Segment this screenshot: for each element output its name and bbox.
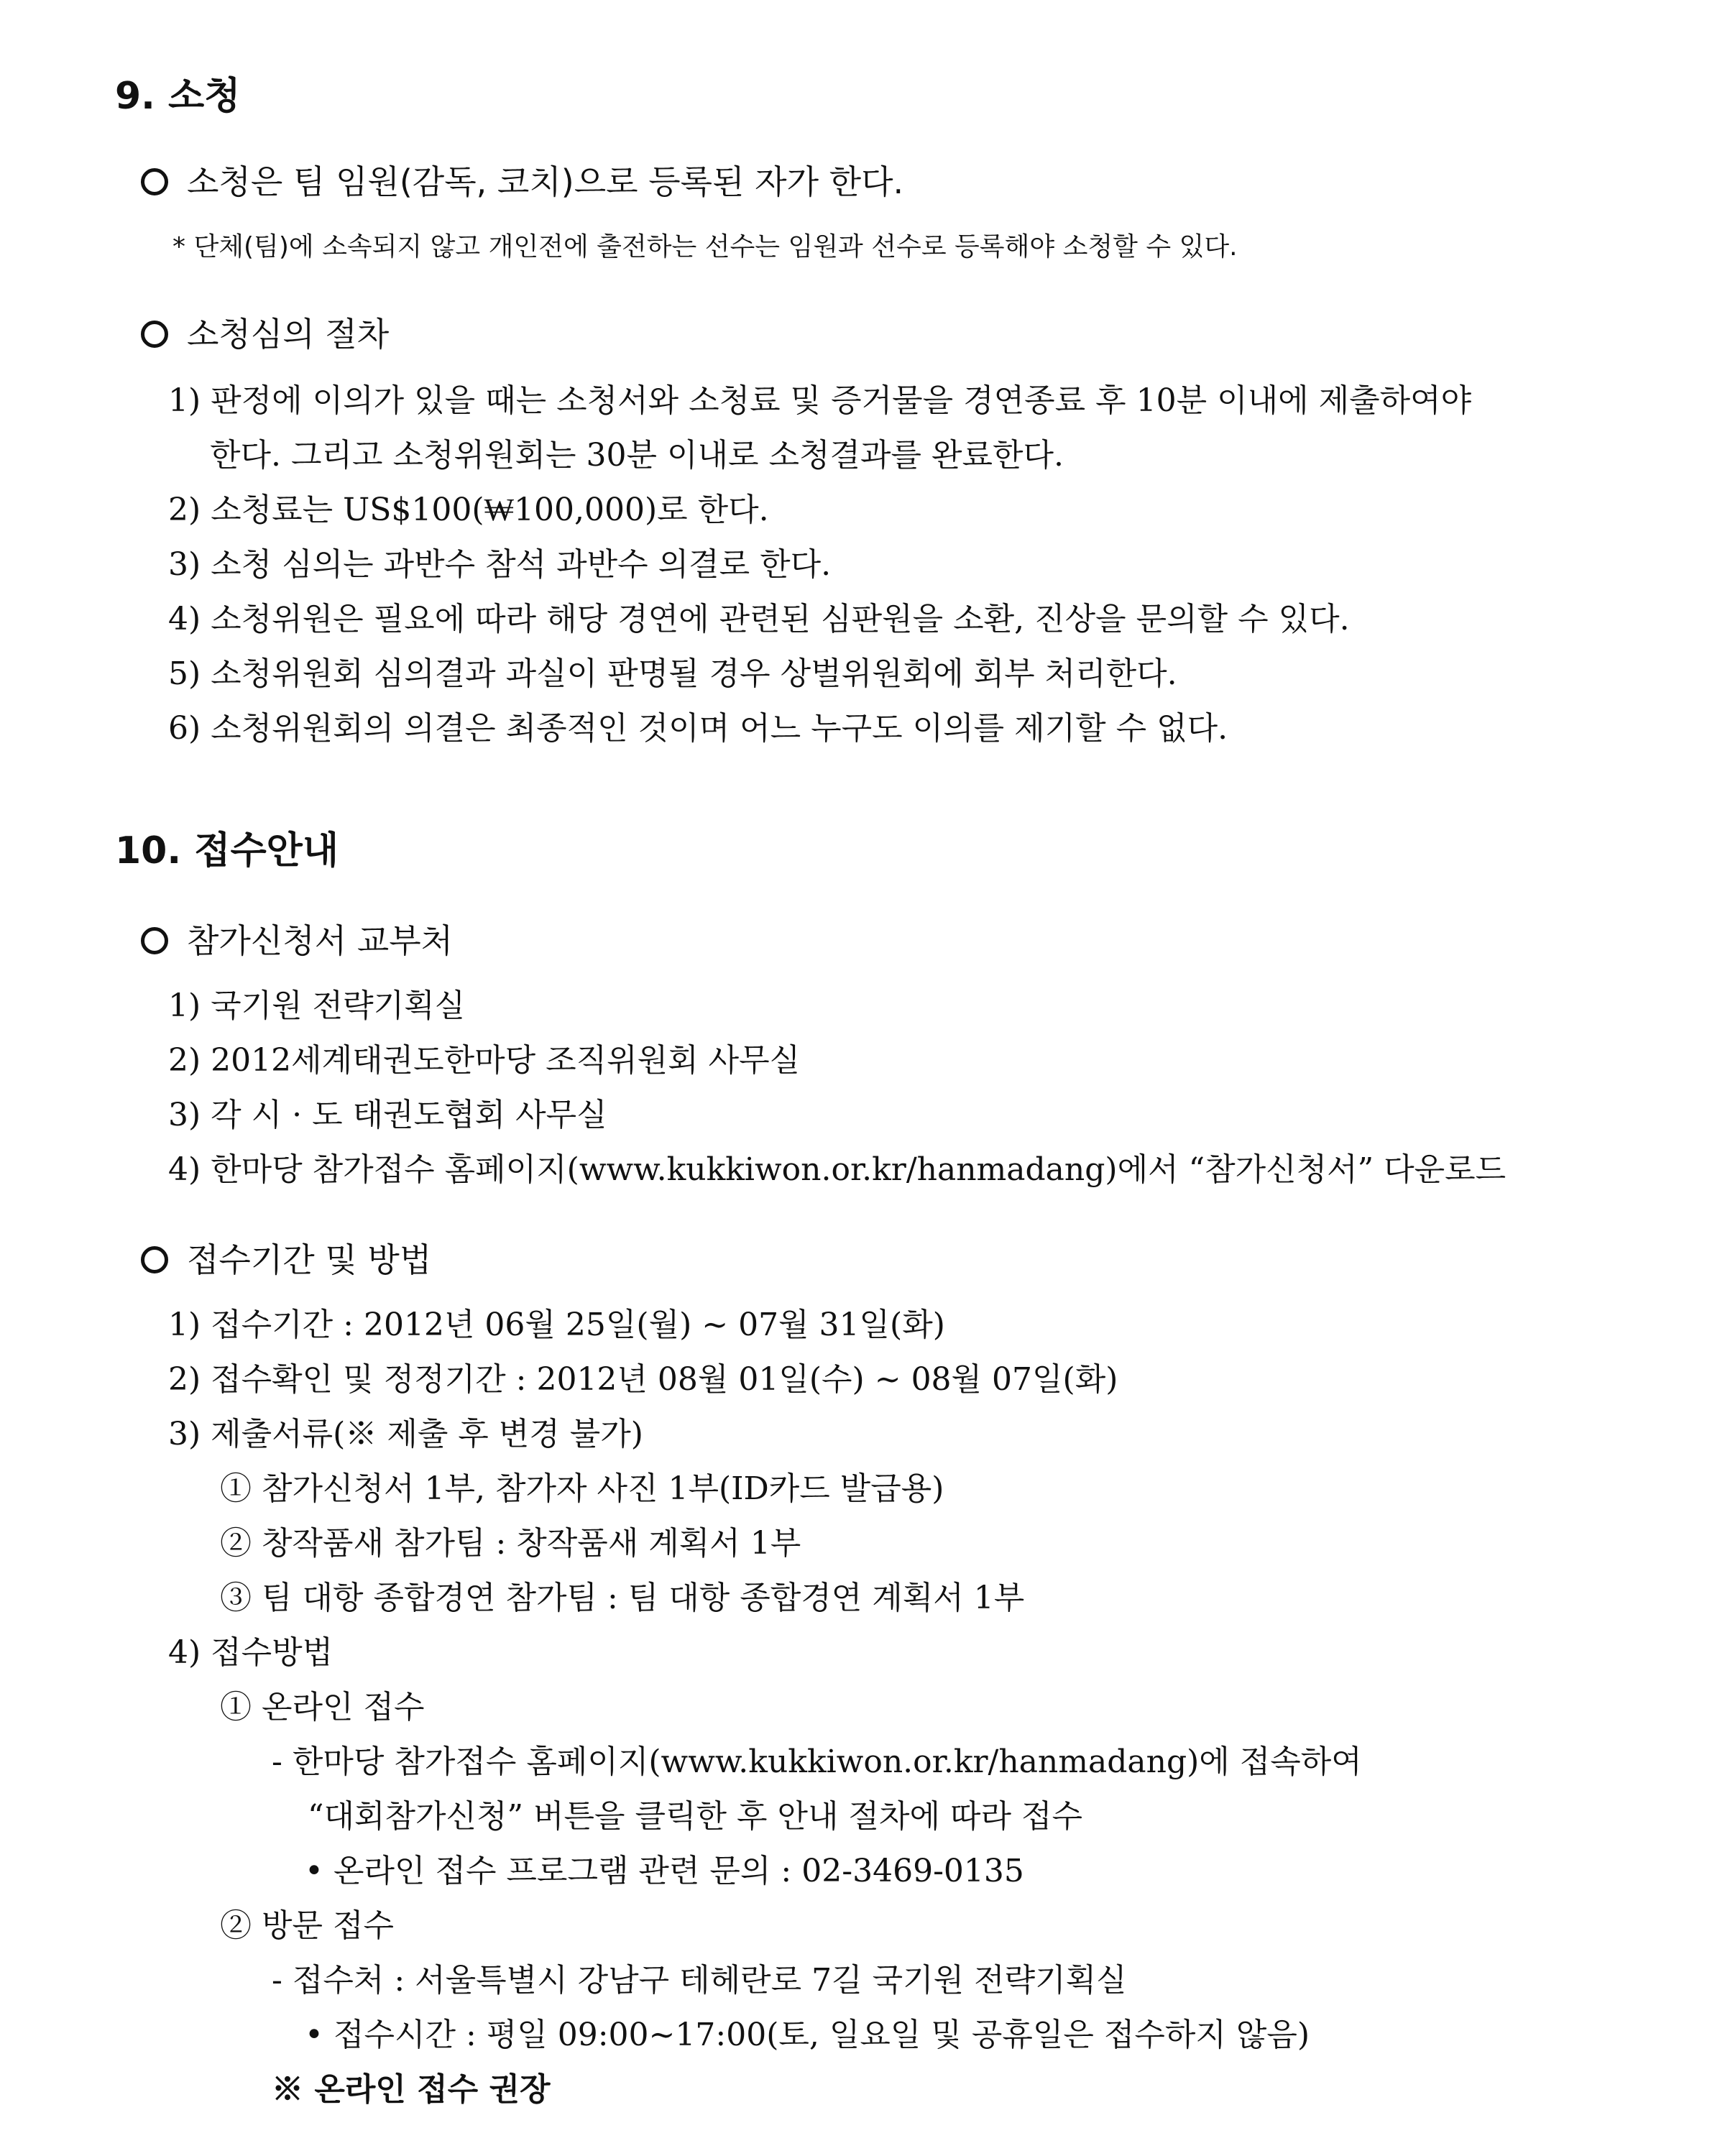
distribution-line-2: 2) 2012세계태권도한마당 조직위원회 사무실 <box>168 1042 801 1079</box>
documents-item-3: ③ 팀 대항 종합경연 참가팀 : 팀 대항 종합경연 계획서 1부 <box>220 1580 1025 1616</box>
section-9-item-2 <box>141 315 390 354</box>
procedure-line-5: 5) 소청위원회 심의결과 과실이 판명될 경우 상벌위원회에 회부 처리한다. <box>168 655 1177 692</box>
section-10-item-1 <box>141 921 454 960</box>
circle-bullet-icon <box>141 927 168 954</box>
method-visit-place: - 접수처 : 서울특별시 강남구 테헤란로 7길 국기원 전략기획실 <box>272 1962 1127 1999</box>
procedure-line-4: 4) 소청위원은 필요에 따라 해당 경연에 관련된 심판원을 소환, 진상을 문의할 수 있다. <box>168 601 1350 637</box>
section-10-item-2 <box>141 1240 432 1279</box>
method-visit: ② 방문 접수 <box>220 1907 394 1944</box>
distribution-line-4: 4) 한마당 참가접수 홈페이지(www.kukkiwon.or.kr/hanmadang)에서 “참가신청서” 다운로드 <box>168 1151 1506 1188</box>
method-online-detail-cont: “대회참가신청” 버튼을 클릭한 후 안내 절차에 따라 접수 <box>308 1798 1082 1835</box>
distribution-line-3: 3) 각 시 · 도 태권도협회 사무실 <box>168 1097 607 1133</box>
method-online: ① 온라인 접수 <box>220 1689 425 1726</box>
documents-item-2: ② 창작품새 참가팀 : 창작품새 계획서 1부 <box>220 1525 801 1562</box>
section-10-item-2-heading: 접수기간 및 방법 <box>187 1240 432 1279</box>
method-online-contact: • 온라인 접수 프로그램 관련 문의 : 02-3469-0135 <box>305 1853 1024 1889</box>
section-9-item-2-heading: 소청심의 절차 <box>187 315 390 354</box>
procedure-line-1: 1) 판정에 이의가 있을 때는 소청서와 소청료 및 증거물을 경연종료 후 10분 이내에 제출하여야 <box>168 382 1472 419</box>
circle-bullet-icon <box>141 321 168 348</box>
section-9-item-1-heading: 소청은 팀 임원(감독, 코치)으로 등록된 자가 한다. <box>187 162 904 201</box>
online-recommended-note: ※ 온라인 접수 권장 <box>272 2071 551 2108</box>
procedure-line-1-cont: 한다. 그리고 소청위원회는 30분 이내로 소청결과를 완료한다. <box>210 437 1064 474</box>
period-line-4: 4) 접수방법 <box>168 1634 334 1671</box>
procedure-line-6: 6) 소청위원회의 의결은 최종적인 것이며 어느 누구도 이의를 제기할 수 없다. <box>168 710 1228 747</box>
period-line-1: 1) 접수기간 : 2012년 06월 25일(월) ~ 07월 31일(화) <box>168 1307 945 1343</box>
section-10-title: 10. 접수안내 <box>115 829 339 872</box>
section-9-title: 9. 소청 <box>115 75 241 118</box>
distribution-line-1: 1) 국기원 전략기획실 <box>168 987 466 1024</box>
method-online-detail: - 한마당 참가접수 홈페이지(www.kukkiwon.or.kr/hanmadang)에 접속하여 <box>272 1743 1362 1780</box>
circle-bullet-icon <box>141 168 168 195</box>
period-line-3: 3) 제출서류(※ 제출 후 변경 불가) <box>168 1416 643 1452</box>
section-9-note: * 단체(팀)에 소속되지 않고 개인전에 출전하는 선수는 임원과 선수로 등록해야 소청할 수 있다. <box>172 232 1238 262</box>
documents-item-1: ① 참가신청서 1부, 참가자 사진 1부(ID카드 발급용) <box>220 1470 944 1507</box>
section-9-item-1 <box>141 162 904 201</box>
procedure-line-2: 2) 소청료는 US$100(₩100,000)로 한다. <box>168 492 769 528</box>
circle-bullet-icon <box>141 1246 168 1273</box>
method-visit-hours: • 접수시간 : 평일 09:00~17:00(토, 일요일 및 공휴일은 접수하지 않음) <box>305 2017 1310 2053</box>
period-line-2: 2) 접수확인 및 정정기간 : 2012년 08월 01일(수) ~ 08월 07일(화) <box>168 1361 1118 1398</box>
section-10-item-1-heading: 참가신청서 교부처 <box>187 921 454 960</box>
procedure-line-3: 3) 소청 심의는 과반수 참석 과반수 의결로 한다. <box>168 546 832 583</box>
